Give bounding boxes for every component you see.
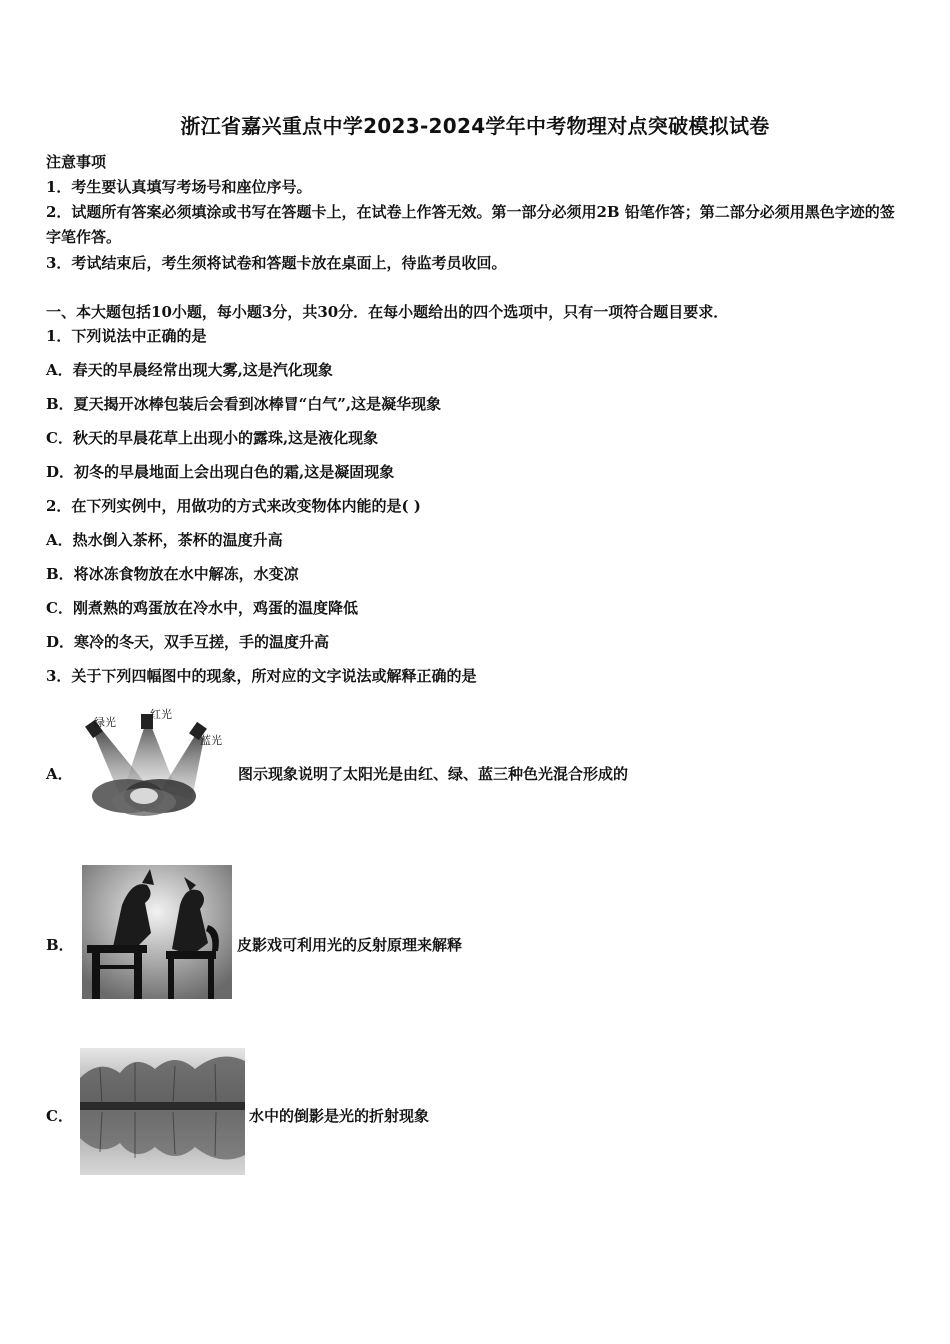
chair-leg-left — [168, 959, 174, 999]
q2-option-b: B．将冰冻食物放在水中解冻，水变凉 — [46, 565, 299, 583]
section-heading: 一、本大题包括10小题，每小题3分，共30分．在每小题给出的四个选项中，只有一项符合题目要求． — [46, 303, 729, 321]
table-leg-right — [134, 953, 142, 999]
q2-option-a: A．热水倒入茶杯，茶杯的温度升高 — [46, 531, 283, 549]
table-rail — [100, 965, 134, 969]
q3-option-b-text: 皮影戏可利用光的反射原理来解释 — [237, 936, 463, 954]
table-leg-left — [92, 953, 100, 999]
q1-option-d: D．初冬的早晨地面上会出现白色的霜,这是凝固现象 — [46, 463, 395, 481]
shadow-puppet-figure — [82, 865, 232, 999]
q3-option-a-letter: A． — [46, 765, 73, 783]
q2-option-d: D．寒冷的冬天，双手互搓，手的温度升高 — [46, 633, 330, 651]
q2-option-c: C．刚煮熟的鸡蛋放在冷水中，鸡蛋的温度降低 — [46, 599, 358, 617]
q3-option-c-text: 水中的倒影是光的折射现象 — [249, 1107, 430, 1125]
q1-option-a: A．春天的早晨经常出现大雾,这是汽化现象 — [46, 361, 333, 379]
light-mixing-figure — [80, 704, 230, 819]
q1-option-b: B．夏天揭开冰棒包装后会看到冰棒冒“白气”,这是凝华现象 — [46, 395, 442, 413]
blue-label: 蓝光 — [200, 734, 222, 747]
q3-option-b-letter: B． — [46, 936, 74, 954]
green-label: 绿光 — [94, 716, 116, 729]
water-reflection-figure — [80, 1048, 245, 1175]
notice-heading: 注意事项 — [46, 153, 107, 171]
q3-option-a-text: 图示现象说明了太阳光是由红、绿、蓝三种色光混合形成的 — [238, 765, 629, 783]
q3-stem: 3．关于下列四幅图中的现象，所对应的文字说法或解释正确的是 — [46, 667, 477, 685]
table-top — [87, 945, 147, 953]
red-beam — [125, 728, 175, 786]
page-title: 浙江省嘉兴重点中学2023-2024学年中考物理对点突破模拟试卷 — [180, 114, 770, 138]
notice-item-1: 1．考生要认真填写考场号和座位序号。 — [46, 178, 312, 196]
light-spot-center — [130, 788, 158, 804]
q1-option-c: C．秋天的早晨花草上出现小的露珠,这是液化现象 — [46, 429, 379, 447]
chair-seat — [166, 951, 216, 959]
q2-stem: 2．在下列实例中，用做功的方式来改变物体内能的是( ) — [46, 497, 421, 515]
shoreline — [80, 1102, 245, 1110]
q3-option-c-letter: C． — [46, 1107, 73, 1125]
chair-leg-right — [208, 959, 214, 999]
notice-item-2: 2．试题所有答案必须填涂或书写在答题卡上，在试卷上作答无效。第一部分必须用2B 铅笔作答；第二部分必须用黑色字迹的签字笔作答。 — [46, 203, 895, 246]
q1-stem: 1．下列说法中正确的是 — [46, 327, 207, 345]
red-label: 红光 — [150, 708, 172, 721]
notice-item-3: 3．考试结束后，考生须将试卷和答题卡放在桌面上，待监考员收回。 — [46, 254, 507, 272]
